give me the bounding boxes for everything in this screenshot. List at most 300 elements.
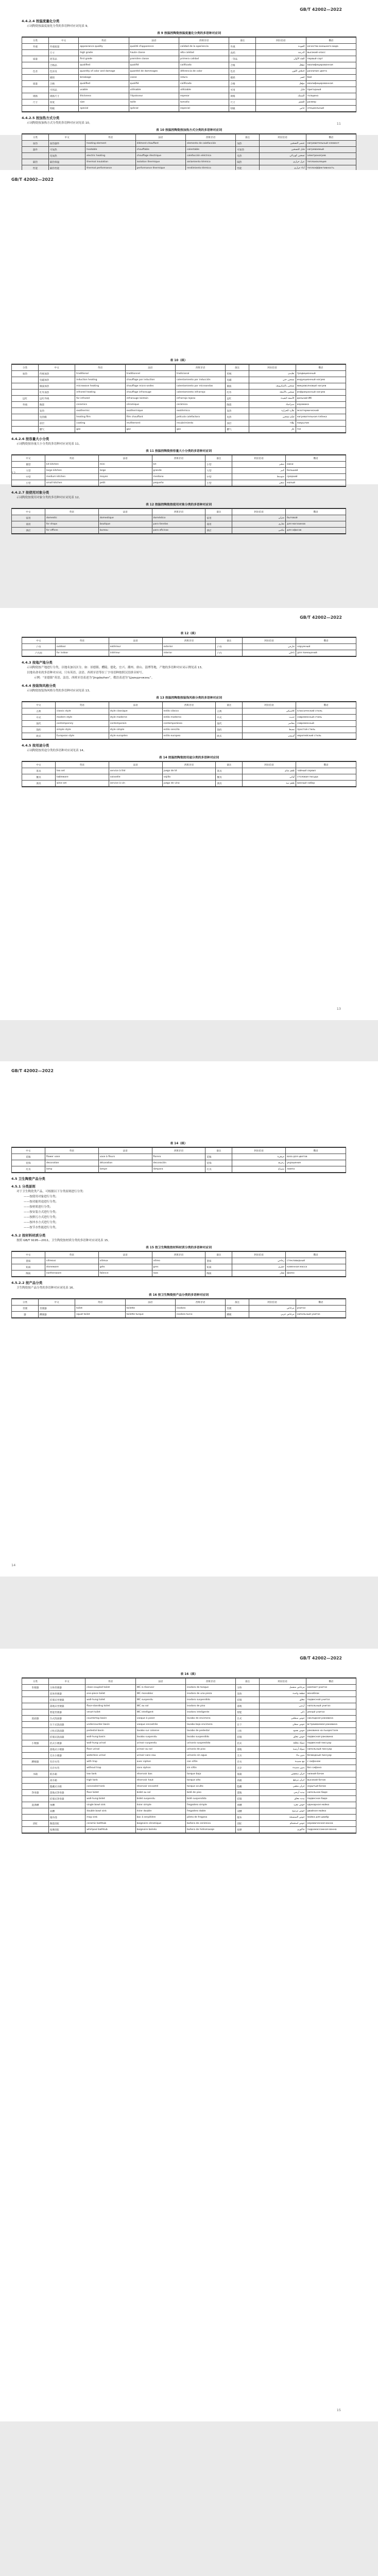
table-cell [22,1777,49,1784]
table-row [22,1685,356,1691]
table-caption: 表 14（续） [170,1142,187,1145]
table-cell: 古典 [22,708,56,715]
table-header-row [22,638,356,644]
table-cell: مرحاض عربي [249,1312,296,1318]
table-cell: 高档 [229,50,256,56]
table-cell: electric heating [85,153,135,159]
table-cell: sans siphon [135,1765,185,1771]
table-cell: 外观 [229,44,256,50]
table-cell: tamaño [179,99,229,106]
table-cell: современный [296,721,356,727]
paragraph: 卫生陶瓷按产品分类的多语种对应词见表 16。 [16,1286,76,1290]
table-cell: 浴缸 [236,1821,259,1827]
table-cell [12,389,39,396]
table-cell: 餐具 [22,774,56,781]
column-header-french: 法语 [98,455,152,462]
table-cell: undercounter basin [85,1722,135,1728]
table-cell: 加热 [12,371,39,377]
table-cell: حجري [232,1264,286,1270]
table-cell: modern style [55,715,109,721]
table-cell: 台下式洗面器 [48,1722,85,1728]
table-cell: средний [286,474,346,480]
table-cell: حوض بعمود [259,1728,306,1734]
page-content [22,1669,356,1834]
table-row [22,153,356,159]
table-row [12,1154,346,1160]
column-header-russian: 俄语 [296,762,356,768]
paragraph: 示词陶瓷按装饰风格分类的多语种对应词见表 13。 [27,689,92,692]
table-cell: 色泽及 [48,69,78,75]
table-cell: 炻质 [12,1264,45,1270]
table-row [12,383,346,389]
table-cell: 挂墙 [236,1734,259,1740]
paragraph: 示词陶瓷按产地进行分类，以地名加以区分。如：景德镇、醴陵、德化、宜兴、潮州、唐山、淄博等地，产地的多语种对应词示例见表 13。 [27,666,204,669]
table-cell: 加热 [236,141,259,147]
paragraph: 对于卫生陶瓷类产品，可根据以下分类原则进行分类： [16,1190,86,1193]
table-cell: calidad de la apariencia [179,44,229,50]
column-header-arabic: 阿拉伯语 [243,762,296,768]
table-cell: فيلم تسخين [249,414,296,420]
table-head [22,134,356,141]
table-row [12,414,346,420]
table-cell: умный унитаз [306,1709,356,1716]
table-row [22,1728,356,1734]
table-cell: غاز [249,427,296,433]
table-head [22,1679,356,1685]
page-header: GB/T 42002—2022 [11,177,54,182]
table-header-row [22,702,356,708]
table-cell: coating [75,420,125,427]
table-cell: بيديه معلق [259,1796,306,1802]
table-cell: 规格 [22,93,49,99]
table-cell: بسيط [243,727,296,733]
table-cell: concealed tank [85,1784,135,1790]
table-cell: bañera de cerámica [185,1821,235,1827]
table-cell: 小型 [205,462,232,468]
table-cell: 酒店 [205,528,232,534]
table-cell: для магазинов [286,521,346,528]
table-cell: унитаз [296,1306,346,1312]
table-head [12,455,346,462]
column-header-chinese: 中文 [22,702,56,708]
table-cell: قطعة واحدة [259,1691,306,1697]
table-cell: تقليدي [249,371,296,377]
paragraph: ——按安装方式进行分类； [24,1211,59,1214]
column-header-note: 备注 [205,509,232,515]
table-cell: الجودة [256,44,306,50]
table-cell: خزان منخفض [259,1771,306,1777]
table-cell: 微型 [12,462,45,468]
table-cell: мини [286,462,346,468]
table-cell: urinoir sans eau [135,1753,185,1759]
table-cell: 优等品 [48,56,78,62]
column-header-spanish: 西班牙语 [152,1252,205,1258]
table-cell: for offices [45,528,98,534]
table-cell: calefacción eléctrica [185,153,235,159]
table-cell: stoneware [45,1264,98,1270]
table-cell: 可用 [229,87,256,93]
paragraph: ——按材质进行分类； [24,1206,53,1209]
paragraph: ——按功能用途进行分类； [24,1200,59,1204]
table-cell: 落地式净身器 [48,1790,85,1796]
table-cell: large [98,468,152,474]
table-frame [11,508,346,534]
table-cell: مرحاض [249,1306,296,1312]
table-row [22,50,356,56]
table-row [22,1827,356,1833]
table-frame [22,637,356,657]
column-header-note: 备注 [216,638,243,644]
table-cell: inodoro suspendido [185,1697,235,1703]
column-header-arabic: 阿拉伯语 [259,134,306,141]
table-cell: far infrared [75,396,125,402]
table-cell: داخلي [243,650,296,656]
table-cell: intérieur [109,650,162,656]
table-cell: recubrimiento [175,420,225,427]
page-11 [0,0,378,170]
table-row [12,377,346,383]
column-header-spanish: 西班牙语 [162,638,216,644]
table-cell: tradicional [175,371,225,377]
table-cell: avec siphon [135,1759,185,1765]
column-header-note: 备注 [229,38,256,44]
table-cell: специальный [306,106,356,112]
table-row [22,1709,356,1716]
table-caption: 表 16（续） [180,1673,198,1676]
column-header-english: 英语 [75,1299,125,1306]
table-row [22,721,356,727]
table-cell: wall-hung basin [85,1734,135,1740]
table-body [22,141,356,172]
table-cell: kit [152,462,205,468]
table-cell: 家用 [205,515,232,521]
table-cell: 酒具 [22,781,56,787]
table-cell: مؤهل [256,81,306,87]
table-cell: накладная раковина [306,1716,356,1722]
table-cell: bureau [98,528,152,534]
table-cell: различие цвета [306,69,356,75]
table-header-row [12,365,346,371]
table-row [12,402,346,408]
table-cell: single bowl sink [85,1802,135,1808]
column-header-spanish: 西班牙语 [152,509,205,515]
table-cell: 电热膜 [38,414,75,420]
column-header-arabic: 阿拉伯语 [232,1252,286,1258]
table-cell: 欧式 [216,733,243,739]
table-cell: газ [296,427,346,433]
table-cell: squat toilet [75,1312,125,1318]
table-cell: керамика [296,402,346,408]
section-heading: 4.5.2 按材料材质分类 [11,1233,46,1238]
table-cell: أوروبي [243,733,296,739]
table-cell: гидромассажная ванна [306,1827,356,1833]
table-cell: 茶具 [22,768,56,774]
table-header-row [22,762,356,768]
column-header-french: 法语 [109,702,162,708]
table-body [12,1258,346,1277]
data-table [11,455,346,486]
table-cell: 色差 [22,69,49,75]
table-cell: interior [162,650,216,656]
column-header-english: 英语 [55,638,109,644]
table-cell: simple style [55,727,109,733]
table-cell: 按摩浴缸 [48,1827,85,1833]
table-cell: 立柱 [236,1728,259,1734]
table-cell: квалифицированная [306,62,356,69]
table-cell: 无水小便器 [48,1753,85,1759]
column-header-chinese: 中文 [38,365,75,371]
table-row [12,1306,346,1312]
table-cell: микроволновый нагрев [296,383,346,389]
column-header-note: 备注 [236,1679,259,1685]
table-cell: diferencia de color [179,69,229,75]
table-cell: 性能 [22,165,49,172]
table-cell: 挂墙 [236,1796,259,1802]
table-head [22,38,356,44]
column-header-french: 法语 [98,1252,152,1258]
table-cell: سيراميك [249,402,296,408]
page-number: 14 [11,1563,16,1567]
table-cell: wall-hung bidet [85,1796,135,1802]
table-cell: 瓷质 [205,1258,232,1264]
table-cell: нагревательная плёнка [296,414,346,420]
table-cell: mediano [152,474,205,480]
table-cell: decoración [152,1160,205,1166]
table-cell: estilo clásico [162,708,216,715]
table-cell: sin sifón [185,1765,235,1771]
table-cell: loza [152,1270,205,1277]
section-heading: 4.4.2.7 按使用对象分类 [11,490,49,495]
table-cell: service à vin [109,781,162,787]
table-cell: vajilla [162,774,216,781]
table-cell: классический стиль [296,708,356,715]
table-row [12,427,346,433]
table-cell [22,1815,49,1821]
data-table [22,134,356,172]
column-header-note: 备注 [216,702,243,708]
table-cell: bidé de piso [185,1790,235,1796]
data-table [11,1299,346,1318]
table-cell: double bowl sink [85,1808,135,1815]
table-cell: толщина [306,93,356,99]
table-cell: 单槽 [48,1802,85,1808]
table-cell: мойка для швабр [306,1815,356,1821]
table-cell: 双槽 [48,1808,85,1815]
table-cell: domestique [98,515,152,521]
table-cell: подвесной писсуар [306,1740,356,1747]
column-header-note: 备注 [205,455,232,462]
table-cell [22,1784,49,1790]
table-cell: 陶质 [205,1270,232,1277]
table-cell: 台式 [236,1716,259,1722]
table-cell [22,1827,49,1833]
table-cell: 小型 [12,480,45,486]
table-cell: 远红 [226,396,249,402]
table-cell: calificado [179,62,229,69]
table-row [22,1815,356,1821]
column-header-spanish: 西班牙语 [175,365,225,371]
table-cell: service à thé [109,768,162,774]
table-cell: pedestal basin [85,1728,135,1734]
data-table [22,702,356,739]
column-header-chinese: 中文 [12,509,45,515]
table-cell: toilette turque [125,1312,175,1318]
table-header-row [12,1148,346,1154]
table-cell [22,1697,49,1703]
table-cell: inodoro turco [175,1312,225,1318]
table-cell: traditional [75,371,125,377]
table-row [22,727,356,733]
table-cell: اختلاف اللون [256,69,306,75]
table-cell [12,377,39,383]
table-cell: ceramic bathtub [85,1821,135,1827]
column-header-russian: 俄语 [296,1299,346,1306]
table-cell: تجاري [232,521,286,528]
paragraph: ——按冲水方式进行分类； [24,1221,59,1224]
column-header-note: 备注 [236,134,259,141]
table-cell: vasque encastrée [135,1722,185,1728]
table-cell: 外线 [12,402,39,408]
table-cell: 瓷质 [12,1258,45,1264]
table-cell: cerámica [175,402,225,408]
table-cell: 现代 [22,721,56,727]
table-cell: inodoro de una pieza [185,1691,235,1697]
table-body [12,462,346,486]
table-cell: 合格品 [48,62,78,69]
table-cell: 燃气 [38,427,75,433]
table-row [22,1722,356,1728]
table-cell: microwave heating [75,383,125,389]
table-cell: élément chauffant [135,141,185,147]
table-body [12,515,346,534]
table-row [22,62,356,69]
table-header-row [22,1679,356,1685]
page-content [22,15,356,172]
data-table [11,509,346,534]
table-cell: urinoir au sol [135,1747,185,1753]
table-cell: 电磁 [226,377,249,383]
table-row [22,1821,356,1827]
table-cell: 挂墙式坐便器 [48,1697,85,1703]
data-table [11,364,346,433]
table-cell: lavabo bajo encimera [185,1722,235,1728]
table-cell: vaisselle [109,774,162,781]
table-cell: 坐便器 [38,1306,75,1312]
table-cell: 电磁加热 [38,377,75,383]
table-cell: réservoir bas [135,1771,185,1777]
table-cell: 器 [12,1312,39,1318]
table-cell: 落地 [236,1747,259,1753]
table-cell: lavabo sur colonne [135,1728,185,1734]
table-row [22,1765,356,1771]
table-row [22,644,356,650]
table-head [22,638,356,644]
table-cell: performance thermique [135,165,185,172]
table-frame [22,1677,356,1834]
table-cell: contemporain [109,721,162,727]
table-cell: for indoor [55,650,109,656]
table-row [22,99,356,106]
column-header-french: 法语 [109,762,162,768]
column-header-arabic: 阿拉伯语 [232,455,286,462]
table-cell: حوض الممسحة [259,1815,306,1821]
table-cell: قابل للتسخين [259,147,306,153]
table-cell: с сифоном [306,1759,356,1765]
paragraph: 示词陶瓷按加热方式分类的多语种对应词见表 10。 [27,122,92,125]
column-header-spanish: 西班牙语 [152,1148,205,1154]
table-cell [22,1709,49,1716]
table-cell: 户外 [22,644,56,650]
table-cell: céramique [125,402,175,408]
table-cell: ذكي [259,1709,306,1716]
table-cell: doméstico [152,515,205,521]
table-caption: 表 15 按卫生陶瓷按材料材质分类的多语种对应词 [145,1246,212,1249]
column-header-chinese: 中文 [48,38,78,44]
table-cell: متوسط [232,474,286,480]
table-cell: фаянс [286,1270,346,1277]
table-cell: без сифона [306,1765,356,1771]
table-cell: 陶瓷 [226,402,249,408]
table-row [12,371,346,377]
table-cell: lamp [45,1166,98,1173]
table-frame [11,364,346,433]
table-header-row [22,134,356,141]
table-cell: low tank [85,1771,135,1777]
table-row [12,521,346,528]
column-header-spanish: 西班牙语 [175,1299,225,1306]
table-cell: 双槽 [236,1808,259,1815]
table-cell: l'épaisseur [129,93,179,99]
table-cell: الحجم [256,99,306,106]
table-cell: smart toilet [85,1709,135,1716]
table-head [12,1299,346,1306]
table-caption: 表 10（续） [170,359,187,362]
table-cell: isolation thermique [135,159,185,165]
table-cell: 合格 [229,81,256,87]
table-cell: style classique [109,708,162,715]
table-cell: without trap [85,1765,135,1771]
column-header-category: 分类 [12,365,39,371]
table-cell: معاصر [243,721,296,727]
table-cell: двойная мойка [306,1808,356,1815]
table-row [12,1258,346,1264]
column-header-english: 英语 [75,365,125,371]
table-cell: qualifié [129,81,179,87]
table-cell: أرضي [259,1703,306,1709]
table-cell: 灯具 [12,1166,45,1173]
table-cell: grès [98,1264,152,1270]
page-14 [0,1061,378,1577]
table-cell: film chauffant [125,414,175,420]
table-cell: 家用 [12,515,45,521]
column-header-arabic: 阿拉伯语 [232,509,286,515]
table-cell: domestic [45,515,98,521]
column-header-english: 英语 [79,38,129,44]
table-cell: chauffage infrarouge [125,389,175,396]
table-cell: earthenware [45,1270,98,1277]
table-cell: أداء حراري [259,165,306,172]
table-cell: تسخين بالميكرويف [249,383,296,389]
table-cell: 分体 [236,1685,259,1691]
column-header-french: 法语 [135,1679,185,1685]
table-cell [22,87,49,93]
table-cell [22,153,49,159]
table-body [12,1306,346,1318]
column-header-chinese: 中文 [12,1252,45,1258]
column-header-french: 法语 [135,134,185,141]
table-cell: casse [129,75,179,81]
table-cell: напольный унитаз [306,1703,356,1709]
